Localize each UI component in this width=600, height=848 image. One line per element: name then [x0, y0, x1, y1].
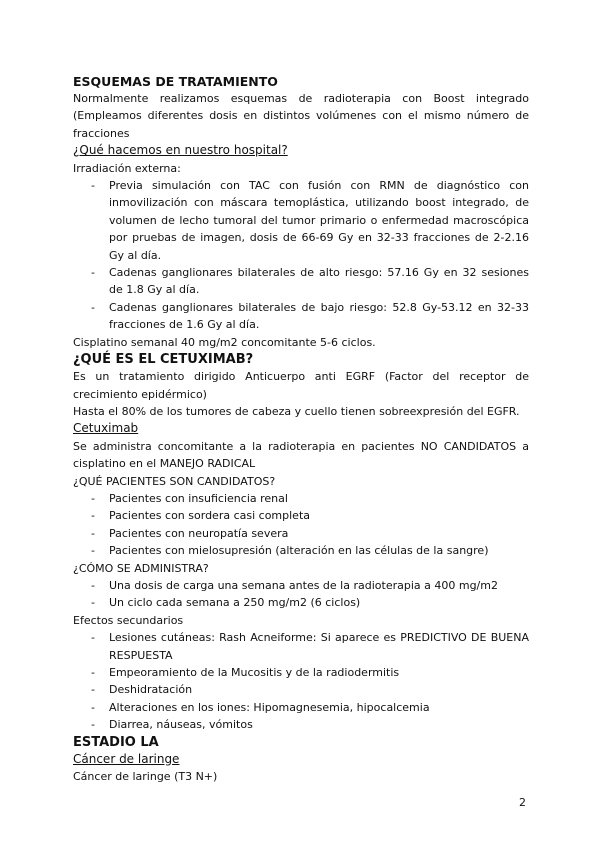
- list-item: - Pacientes con mielosupresión (alteración en las células de la sangre): [73, 542, 529, 559]
- question-heading: ¿Qué hacemos en nuestro hospital?: [73, 143, 288, 158]
- candidates-list: [73, 490, 529, 560]
- cisplatino-line: Cisplatino semanal 40 mg/m2 concomitante 5-6 ciclos.: [73, 335, 376, 349]
- list-item: - Pacientes con neuropatía severa: [73, 525, 529, 542]
- effects-list: [73, 629, 529, 733]
- section-title-esquemas: ESQUEMAS DE TRATAMIENTO: [73, 74, 278, 89]
- irradiation-list: [73, 177, 529, 334]
- list-item: - Alteraciones en los iones: Hipomagnesemia, hipocalcemia: [73, 699, 529, 716]
- how-question: ¿CÓMO SE ADMINISTRA?: [73, 561, 209, 575]
- document-page: [73, 72, 529, 785]
- list-item: - Diarrea, náuseas, vómitos: [73, 716, 529, 733]
- cetuximab-subtitle: Cetuximab: [73, 421, 139, 436]
- candidates-question: ¿QUÉ PACIENTES SON CANDIDATOS?: [73, 474, 276, 488]
- laringe-line: Cáncer de laringe (T3 N+): [73, 770, 218, 784]
- administration-paragraph: Se administra concomitante a la radioterapia en pacientes NO CANDIDATOS a cisplatino en el MANEJO RADICAL: [73, 439, 529, 471]
- cetuximab-description: Es un tratamiento dirigido Anticuerpo anti EGRF (Factor del receptor de crecimiento epidérmico): [73, 370, 529, 401]
- irradiation-label: Irradiación externa:: [73, 161, 181, 175]
- list-item: - Empeoramiento de la Mucositis y de la radiodermitis: [73, 664, 529, 681]
- list-item: - Lesiones cutáneas: Rash Acneiforme: Si aparece es PREDICTIVO DE BUENA RESPUESTA: [73, 629, 529, 664]
- list-item: - Pacientes con sordera casi completa: [73, 507, 529, 524]
- administration-list: [73, 577, 529, 612]
- list-item: - Un ciclo cada semana a 250 mg/m2 (6 ciclos): [73, 594, 529, 611]
- egfr-stat: Hasta el 80% de los tumores de cabeza y cuello tienen sobreexpresión del EGFR.: [73, 404, 520, 418]
- page-number: 2: [519, 796, 526, 809]
- list-item: - Previa simulación con TAC con fusión con RMN de diagnóstico con inmovilización con máscara temoplástica, utilizando boost integrado, de volumen de lecho tumoral del tumor primario o enfermedad macroscópica por pruebas de imagen, dosis de 66-69 Gy en 32-33 fracciones de 2-2.16 Gy al día.: [73, 177, 529, 264]
- section-title-estadio: ESTADIO LA: [73, 734, 159, 750]
- list-item: - Cadenas ganglionares bilaterales de alto riesgo: 57.16 Gy en 32 sesiones de 1.8 Gy al día.: [73, 264, 529, 299]
- section-title-cetuximab: ¿QUÉ ES EL CETUXIMAB?: [73, 352, 254, 368]
- list-item: - Pacientes con insuficiencia renal: [73, 490, 529, 507]
- intro-paragraph: Normalmente realizamos esquemas de radioterapia con Boost integrado (Empleamos diferentes dosis en distintos volúmenes con el mismo número de fracciones: [73, 92, 529, 140]
- list-item: - Cadenas ganglionares bilaterales de bajo riesgo: 52.8 Gy-53.12 en 32-33 fracciones de 1.6 Gy al día.: [73, 299, 529, 334]
- laringe-subtitle: Cáncer de laringe: [73, 751, 180, 766]
- effects-label: Efectos secundarios: [73, 613, 184, 627]
- list-item: - Deshidratación: [73, 681, 529, 698]
- list-item: - Una dosis de carga una semana antes de la radioterapia a 400 mg/m2: [73, 577, 529, 594]
